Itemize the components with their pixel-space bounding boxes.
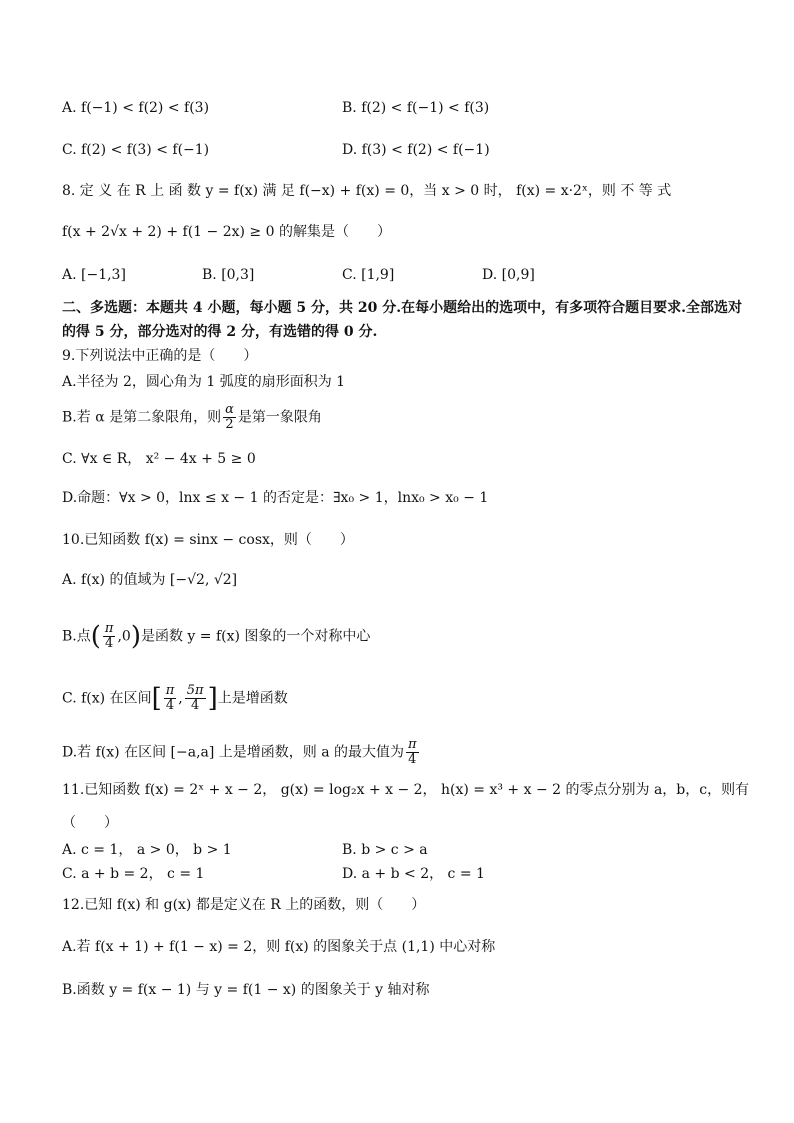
q8-option-b[interactable]: B. [0,3]: [202, 267, 255, 283]
fraction-denominator: 2: [225, 417, 234, 432]
q11-stem-line2: （ ）: [62, 815, 118, 831]
q11-options-row1: [62, 840, 732, 860]
q10-option-c-prefix: C. f(x) 在区间: [62, 690, 152, 707]
fraction-denominator: 4: [105, 636, 114, 651]
q9-option-c[interactable]: C. ∀x ∈ R， x² − 4x + 5 ≥ 0: [62, 451, 256, 467]
value-range: [−√2, √2]: [169, 572, 238, 588]
pi-over-4-fraction: [406, 738, 419, 767]
q9-option-b-suffix: 是第一象限角: [237, 409, 322, 426]
fraction-numerator: 5π: [186, 683, 204, 698]
pi-over-4-fraction: [103, 622, 116, 651]
alpha-over-2-fraction: [223, 403, 236, 432]
q7-option-c[interactable]: C. f(2) < f(3) < f(−1): [62, 142, 210, 158]
q8-option-a[interactable]: A. [−1,3]: [62, 267, 126, 283]
q11-options-row2: [62, 864, 732, 884]
q7-option-b[interactable]: B. f(2) < f(−1) < f(3): [342, 100, 490, 116]
q10-option-b-prefix: B.点: [62, 628, 91, 645]
point-tail: ,0: [117, 628, 131, 645]
q10-option-c-suffix: 上是增函数: [217, 690, 288, 707]
q7-options-row2: [62, 140, 732, 160]
fraction-denominator: 4: [165, 698, 175, 713]
q7-options-row1: [62, 98, 732, 118]
q9-option-a[interactable]: A.半径为 2，圆心角为 1 弧度的扇形面积为 1: [62, 374, 346, 390]
q7-option-d[interactable]: D. f(3) < f(2) < f(−1): [342, 142, 490, 158]
interval-right-fraction: [185, 684, 206, 713]
section2-heading-line1: 二、多选题：本题共 4 小题，每小题 5 分，共 20 分.在每小题给出的选项中，有多项符合题目要求.全部选对: [62, 300, 742, 316]
q10-option-d-prefix: D.若 f(x) 在区间 [−a,a] 上是增函数，则 a 的最大值为: [62, 744, 405, 761]
q10-option-d[interactable]: [62, 738, 732, 767]
q10-option-a[interactable]: [62, 570, 732, 590]
q12-option-a[interactable]: A.若 f(x + 1) + f(1 − x) = 2，则 f(x) 的图象关于点 (1,1) 中心对称: [62, 939, 496, 955]
q11-option-d[interactable]: D. a + b < 2， c = 1: [342, 866, 485, 882]
q10-option-a-prefix: A. f(x) 的值域为: [62, 572, 166, 588]
q9-stem: 9.下列说法中正确的是（ ）: [62, 348, 258, 364]
q10-option-b-suffix: 是函数 y = f(x) 图象的一个对称中心: [140, 628, 371, 645]
q9-option-d[interactable]: D.命题：∀x > 0，lnx ≤ x − 1 的否定是：∃x₀ > 1，lnx₀ > x₀ − 1: [62, 490, 489, 506]
q7-option-a[interactable]: A. f(−1) < f(2) < f(3): [62, 100, 210, 116]
q11-option-c[interactable]: C. a + b = 2， c = 1: [62, 866, 205, 882]
right-paren: ): [130, 621, 141, 652]
q11-option-a[interactable]: A. c = 1， a > 0， b > 1: [62, 842, 232, 858]
q9-option-b-prefix: B.若 α 是第二象限角，则: [62, 409, 222, 426]
q12-stem: 12.已知 f(x) 和 g(x) 都是定义在 R 上的函数，则（ ）: [62, 897, 426, 913]
right-bracket: ]: [207, 683, 218, 714]
q9-option-b[interactable]: [62, 403, 732, 432]
fraction-denominator: 4: [191, 698, 200, 713]
q11-stem-line1: 11.已知函数 f(x) = 2ˣ + x − 2， g(x) = log₂x + x − 2， h(x) = x³ + x − 2 的零点分别为 a，b，c，则有: [62, 782, 750, 798]
interval-left-fraction: [164, 684, 177, 713]
fraction-numerator: π: [408, 737, 417, 752]
fraction-numerator: α: [225, 402, 234, 417]
section2-heading-line2: 的得 5 分，部分选对的得 2 分，有选错的得 0 分.: [62, 324, 378, 340]
q10-stem: 10.已知函数 f(x) = sinx − cosx，则（ ）: [62, 532, 354, 548]
q12-option-b[interactable]: B.函数 y = f(x − 1) 与 y = f(1 − x) 的图象关于 y 轴对称: [62, 982, 430, 998]
q10-option-b[interactable]: [62, 622, 732, 651]
q8-stem-line2: f(x + 2√x + 2) + f(1 − 2x) ≥ 0 的解集是（ ）: [62, 224, 391, 240]
fraction-numerator: π: [165, 683, 175, 698]
fraction-denominator: 4: [408, 752, 417, 767]
fraction-numerator: π: [104, 621, 114, 636]
q8-option-c[interactable]: C. [1,9]: [342, 267, 395, 283]
q11-option-b[interactable]: B. b > c > a: [342, 842, 428, 858]
q8-option-d[interactable]: D. [0,9]: [482, 267, 535, 283]
left-bracket: [: [151, 683, 162, 714]
q10-option-c[interactable]: C. f(x) 在区间[ $\frac{\pi}{4}$ , $\frac{5\pi}{4}$ ]上是增函数: [62, 683, 288, 714]
left-paren: (: [90, 621, 101, 652]
q8-stem-line1: 8. 定 义 在 R 上 函 数 y = f(x) 满 足 f(−x) + f(x) = 0，当 x > 0 时， f(x) = x·2ˣ，则 不 等 式: [62, 183, 672, 199]
